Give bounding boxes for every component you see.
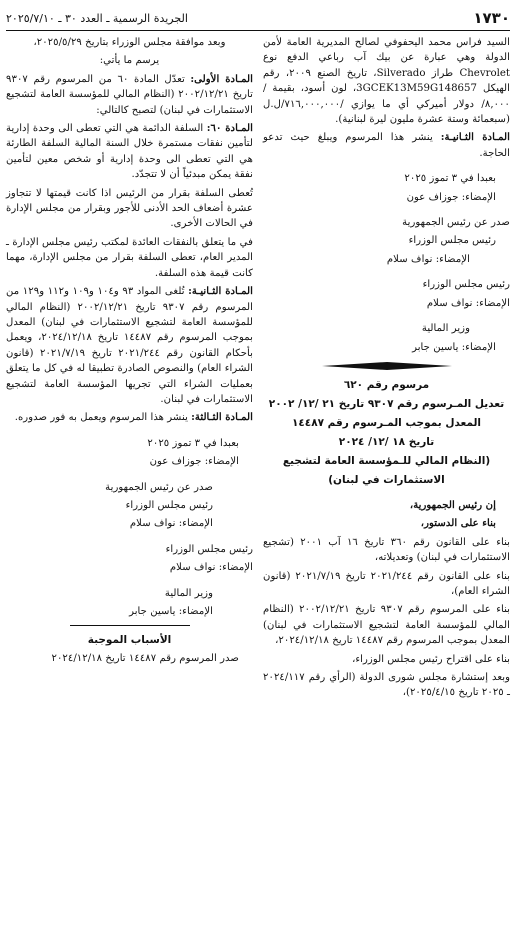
article-text: ينشر هذا المرسوم ويعمل به فور صدوره.	[14, 412, 192, 424]
date-line: بعبدا في ٣ تموز ٢٠٢٥	[404, 173, 496, 185]
article-text: تُلغى المواد ٩٣ و١٠٤ و١٠٩ و١١٢ و١٢٩ من المرسوم رقم ٩٣٠٧ تاريخ ٢٠٠٢/١٢/٢١ (النظام المالي للمؤسسة العامة لتشجيع الاستثمارات في لبنان) المعدل بموجب المرسوم رقم ١٤٤٨٧ تاريخ ٢٠٢٤/١٢/١٨، ويعمل بأحكام القانون رقم ٢٠٢١/٢٤٤ تاريخ ٢٠٢١/٧/١٩ (قانون الشراء العام) والنصوص الصادرة تطبيقا له في كل ما يتعلق بعمليات الشراء التي تجريها المؤسسة العامة لتشجيع الاستثمارات في لبنان.	[6, 286, 253, 405]
article-text: ينشر هذا المرسوم ويبلغ حيث تدعو الحاجة.	[263, 132, 510, 159]
right-column	[263, 35, 510, 704]
signatory-title: رئيس مجلس الوزراء	[165, 543, 253, 555]
section-rule	[70, 625, 190, 626]
article-label: المـادة الثـانيـة:	[440, 131, 510, 144]
page-number: ١٧٣٠	[473, 9, 510, 27]
decree-number: مرسوم رقم ٦٢٠	[343, 378, 430, 391]
signature: الإمضاء: نواف سلام	[129, 518, 213, 530]
signatory-title: رئيس مجلس الوزراء	[422, 279, 510, 291]
article-text: تعدّل المادة ٦٠ من المرسوم رقم ٩٣٠٧ تاريخ ٢٠٠٢/١٢/٢١ (النظام المالي للمؤسسة العامة لتشجيع الاستثمارات في لبنان) لتصبح كالتالي:	[6, 73, 253, 116]
decree-title-line: تاريخ ١٨ /١٢/ ٢٠٢٤	[338, 435, 435, 448]
article-60	[6, 121, 253, 183]
signature: الإمضاء: نواف سلام	[386, 253, 470, 265]
date-line: بعبدا في ٣ تموز ٢٠٢٥	[147, 437, 239, 449]
article-text: السلفة الدائمة هي التي تعطى الى وحدة إدارية لتأمين نفقات مستمرة خلال السنة المالية السلفة الطارئة هي التي تعطى الى وحدة إدارية أو شخص معين لتأمين نفقة يمكن مبدئياً أن لا تتجدّد.	[6, 123, 253, 181]
signatory-title: رئيس مجلس الوزراء	[408, 235, 496, 247]
paragraph: السيد فراس محمد اليحفوفي لصالح المديرية العامة لأمن الدولة وهي عبارة عن بيك آب رباعي الدفع نوع Chevrolet طراز Silverado، تاريخ الصنع ٢٠٠٩، رقم الهيكل 3GCEK13M59G148657، لون أسود، بقيمة /٨,٠٠٠/ دولار أميركي أي ما يوازي /٧١٦,٠٠٠,٠٠٠/ل.ل (سبعمائة وستة عشرة مليون ليرة لبنانية).	[263, 37, 510, 126]
signature: الإمضاء: جوزاف عون	[406, 191, 496, 203]
paragraph: وبعد موافقة مجلس الوزراء بتاريخ ٢٠٢٥/٥/٢٩،	[33, 37, 226, 48]
article-1	[6, 72, 253, 118]
article-label: المـادة الأولى:	[190, 72, 253, 85]
signature: الإمضاء: ياسين جابر	[412, 341, 496, 353]
signatory-title: وزير المالية	[421, 323, 470, 335]
basis-paragraph: بناء على المرسوم رقم ٩٣٠٧ تاريخ ٢٠٠٢/١٢/٢١ (النظام المالي للمؤسسة العامة لتشجيع الاستثمارات في لبنان) المعدل بموجب المرسوم رقم ١٤٤٨٧ تاريخ ٢٠٢٤/١٢/١٨،	[263, 604, 511, 647]
basis-paragraph: بناء على القانون رقم ٢٠٢١/٢٤٤ تاريخ ٢٠٢١/٧/١٩ (قانون الشراء العام)،	[263, 570, 511, 597]
paragraph: تُعطى السلفة بقرار من الرئيس اذا كانت قيمتها لا تتجاوز عشرة أضعاف الحد الأدنى للأجور وبقرار من مجلس الإدارة في الحالات الأخرى.	[6, 187, 253, 230]
gazette-title: الجريدة الرسمية ـ العدد ٣٠ ـ ٢٠٢٥/٧/١٠	[6, 11, 188, 25]
section-divider	[263, 361, 510, 371]
article-3	[6, 410, 253, 425]
decree-title-line: تعديل المـرسوم رقم ٩٣٠٧ تاريخ ٢١ /١٢/ ٢٠٠٢	[268, 397, 505, 410]
basis-paragraph: وبعد إستشارة مجلس شورى الدولة (الرأي رقم ٢٠٢٤/١١٧ ـ ٢٠٢٥ تاريخ ٢٠٢٥/٤/١٥)،	[263, 671, 510, 699]
article-2	[263, 130, 510, 161]
article-2	[6, 284, 253, 407]
columns	[6, 35, 510, 704]
page-header	[6, 6, 510, 31]
left-column	[6, 35, 253, 704]
reasons-title: الأسباب الموجبة	[87, 634, 172, 647]
divider-ornament-icon	[322, 361, 452, 371]
issued-line: صدر عن رئيس الجمهورية	[105, 481, 213, 493]
signature: الإمضاء: ياسين جابر	[129, 606, 213, 617]
basis-paragraph: بناء على اقتراح رئيس مجلس الوزراء،	[352, 653, 510, 665]
decree-title-line: (النظام المالي للـمؤسسة العامة لتشجيع	[282, 454, 491, 467]
article-label: المـادة الثـانيـة:	[188, 285, 253, 298]
article-label: المـادة ٦٠:	[206, 122, 253, 135]
signature: الإمضاء: نواف سلام	[426, 297, 510, 309]
signature: الإمضاء: جوزاف عون	[149, 456, 239, 468]
signature: الإمضاء: نواف سلام	[169, 562, 253, 574]
issued-line: صدر عن رئيس الجمهورية	[402, 217, 510, 229]
decrees-line: يرسم ما يأتي:	[99, 55, 160, 67]
article-label: المـادة الثـالثة:	[191, 411, 253, 424]
constitution-line: بناء على الدستور،	[420, 517, 496, 530]
decree-title-line: الاستثمارات في لبنان)	[328, 473, 445, 486]
basis-paragraph: بناء على القانون رقم ٣٦٠ تاريخ ١٦ آب ٢٠٠١ (تشجيع الاستثمارات في لبنان) وتعديلاته،	[263, 536, 511, 564]
reasons-text: صدر المرسوم رقم ١٤٤٨٧ تاريخ ٢٠٢٤/١٢/١٨	[51, 653, 239, 665]
president-line: إن رئيس الجمهورية،	[409, 498, 496, 511]
decree-title-line: المعدل بموجب المـرسوم رقم ١٤٤٨٧	[291, 416, 482, 429]
signatory-title: وزير المالية	[164, 587, 213, 599]
signatory-title: رئيس مجلس الوزراء	[125, 499, 213, 511]
paragraph: في ما يتعلق بالنفقات العائدة لمكتب رئيس مجلس الإدارة ـ المدير العام، تعطى السلفة بقرار من مجلس الإدارة، مهما كانت قيمة هذه السلفة.	[6, 236, 253, 279]
